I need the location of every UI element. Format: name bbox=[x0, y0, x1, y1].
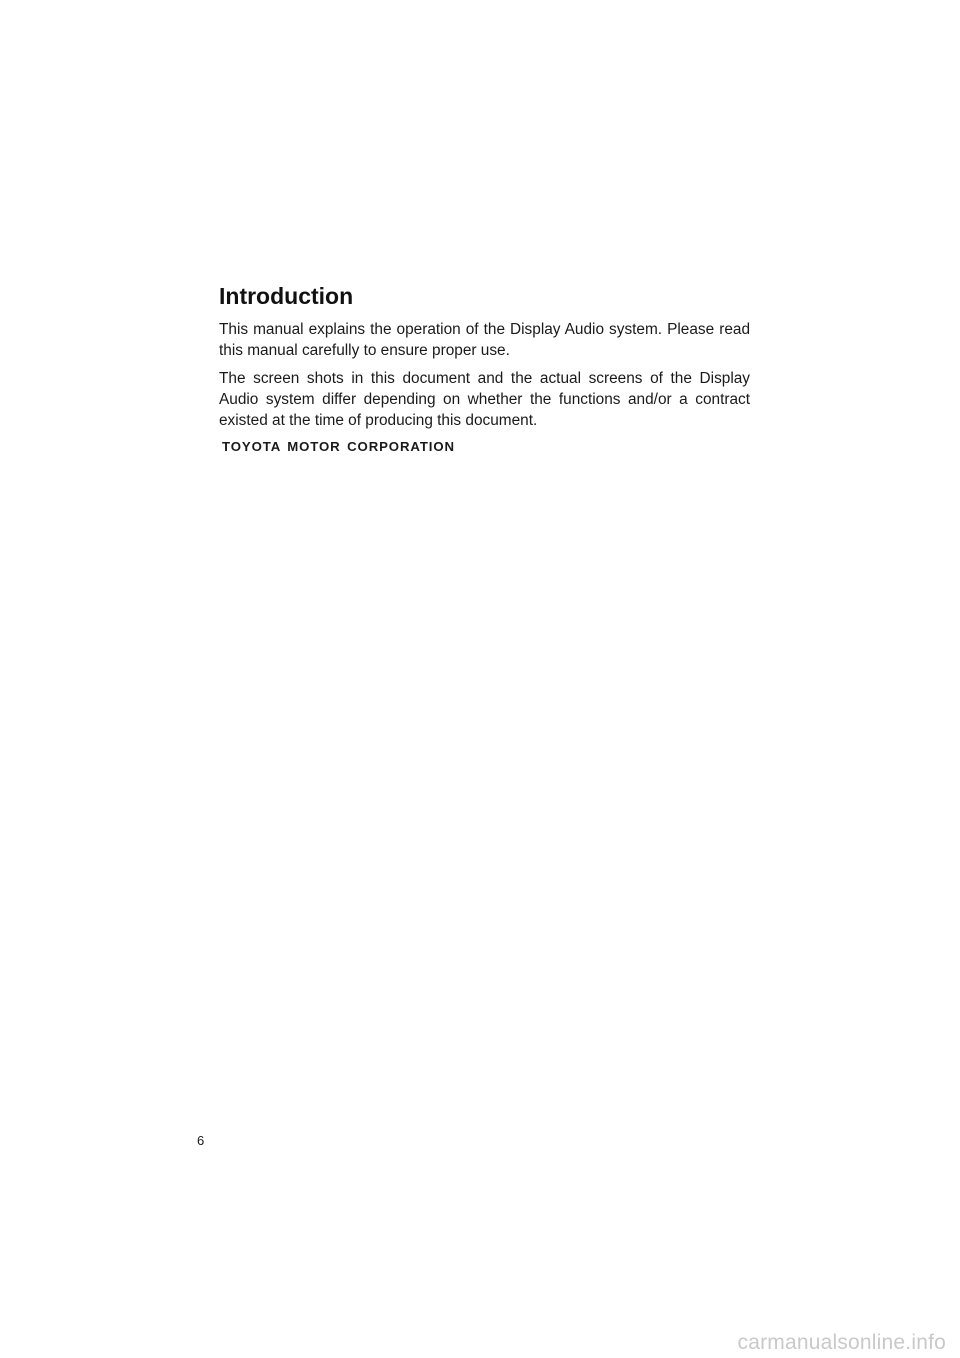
page-number: 6 bbox=[197, 1133, 205, 1148]
site-watermark: carmanualsonline.info bbox=[737, 1331, 946, 1354]
intro-paragraph-2: The screen shots in this document and the actual screens of the Display Audio system differ depending on whether the functions and/or a contract existed at the time of producing this document. bbox=[219, 370, 750, 429]
intro-paragraph-1: This manual explains the operation of the Display Audio system. Please read this manual carefully to ensure proper use. bbox=[219, 321, 750, 359]
main-content bbox=[219, 282, 750, 454]
page-title: Introduction bbox=[219, 283, 354, 309]
company-signature: TOYOTA MOTOR CORPORATION bbox=[222, 439, 455, 454]
